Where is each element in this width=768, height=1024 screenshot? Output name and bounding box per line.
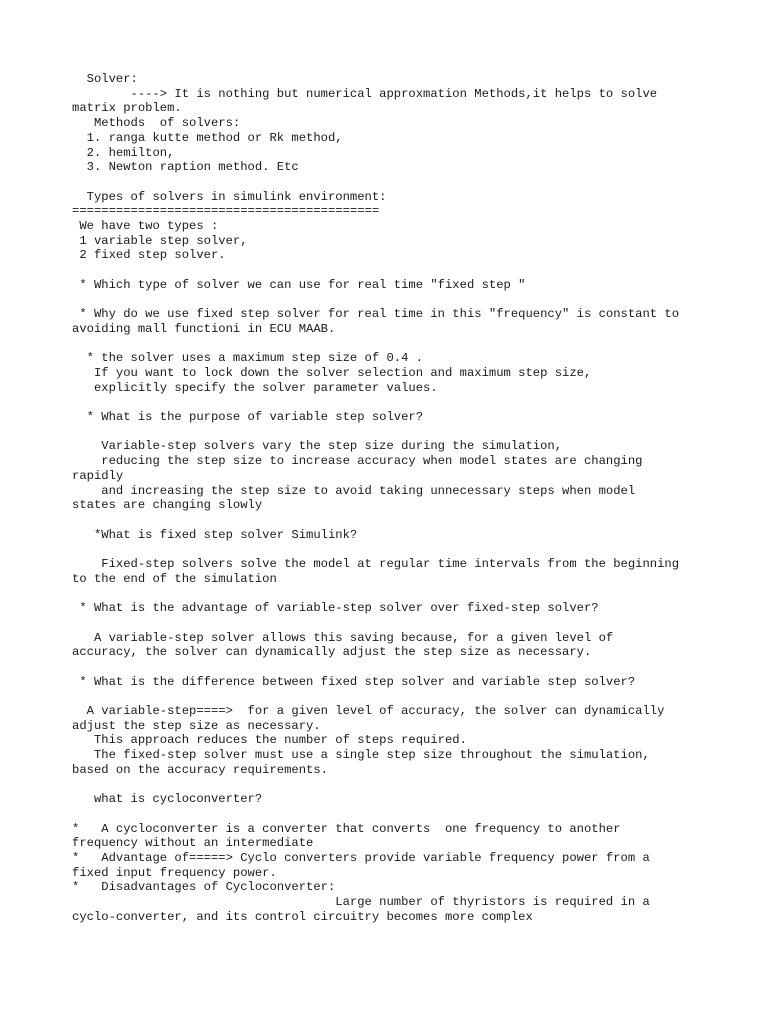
text-line: * Advantage of=====> Cyclo converters provide variable frequency power from a: [72, 851, 650, 866]
text-line: [72, 395, 712, 410]
text-line: states are changing slowly: [72, 498, 263, 513]
text-line: [72, 689, 712, 704]
text-line: If you want to lock down the solver selection and maximum step size,: [72, 366, 592, 380]
text-line: [72, 586, 712, 601]
text-line: 1 variable step solver,: [72, 233, 248, 248]
text-line: Types of solvers in simulink environment:: [72, 189, 387, 204]
text-line: We have two types :: [72, 219, 219, 234]
text-line: * Which type of solver we can use for real time "fixed step ": [72, 277, 526, 292]
text-line: Methods of solvers:: [72, 116, 241, 131]
text-line: adjust the step size as necessary.: [72, 718, 321, 733]
text-line: frequency without an intermediate: [72, 836, 314, 851]
text-line: [72, 778, 712, 793]
text-line: 3. Newton raption method. Etc: [72, 160, 299, 175]
text-line: [72, 660, 712, 675]
text-line: A variable-step====> for a given level of accuracy, the solver can dynamically: [72, 704, 665, 719]
text-line: * Disadvantages of Cycloconverter:: [72, 880, 336, 895]
text-line: [72, 542, 712, 557]
text-line: explicitly specify the solver parameter values.: [72, 380, 438, 395]
text-line: avoiding mall functioni in ECU MAAB.: [72, 321, 336, 336]
text-line: * A cycloconverter is a converter that converts one frequency to another: [72, 821, 621, 836]
text-line: *What is fixed step solver Simulink?: [72, 527, 358, 542]
text-line: The fixed-step solver must use a single step size throughout the simulation,: [72, 748, 650, 763]
text-line: * Why do we use fixed step solver for real time in this "frequency" is constant to: [72, 307, 680, 322]
text-line: Large number of thyristors is required in a: [72, 895, 650, 910]
text-line: A variable-step solver allows this saving because, for a given level of: [72, 630, 614, 645]
text-line: [72, 263, 712, 278]
text-line: [72, 513, 712, 528]
text-line: [72, 175, 712, 190]
text-line: * the solver uses a maximum step size of 0.4 .: [72, 351, 424, 366]
text-line: [72, 616, 712, 631]
text-line: 2 fixed step solver.: [72, 248, 226, 263]
text-line: accuracy, the solver can dynamically adjust the step size as necessary.: [72, 645, 592, 660]
text-line: what is cycloconverter?: [72, 792, 263, 807]
text-line: Fixed-step solvers solve the model at regular time intervals from the beginning: [72, 557, 680, 572]
text-line: to the end of the simulation: [72, 571, 277, 586]
document-body: [72, 72, 712, 925]
text-line: and increasing the step size to avoid taking unnecessary steps when model: [72, 483, 636, 498]
text-line: fixed input frequency power.: [72, 865, 277, 880]
text-line: [72, 293, 712, 308]
text-line: Variable-step solvers vary the step size during the simulation,: [72, 439, 563, 454]
text-line: * What is the advantage of variable-step solver over fixed-step solver?: [72, 601, 599, 616]
text-line: matrix problem.: [72, 101, 182, 116]
text-line: * What is the purpose of variable step solver?: [72, 410, 424, 425]
text-line: Solver:: [72, 72, 138, 86]
text-line: ==========================================: [72, 204, 380, 219]
text-line: This approach reduces the number of steps required.: [72, 733, 467, 748]
text-line: ----> It is nothing but numerical approxmation Methods,it helps to solve: [72, 86, 658, 101]
text-line: * What is the difference between fixed step solver and variable step solver?: [72, 674, 636, 689]
text-line: 1. ranga kutte method or Rk method,: [72, 130, 343, 145]
text-line: [72, 807, 712, 822]
text-line: rapidly: [72, 468, 124, 483]
text-line: cyclo-converter, and its control circuitry becomes more complex: [72, 909, 533, 924]
text-line: [72, 337, 712, 352]
text-line: based on the accuracy requirements.: [72, 762, 328, 777]
text-line: 2. hemilton,: [72, 145, 175, 160]
text-line: [72, 425, 712, 440]
text-line: reducing the step size to increase accuracy when model states are changing: [72, 454, 643, 469]
